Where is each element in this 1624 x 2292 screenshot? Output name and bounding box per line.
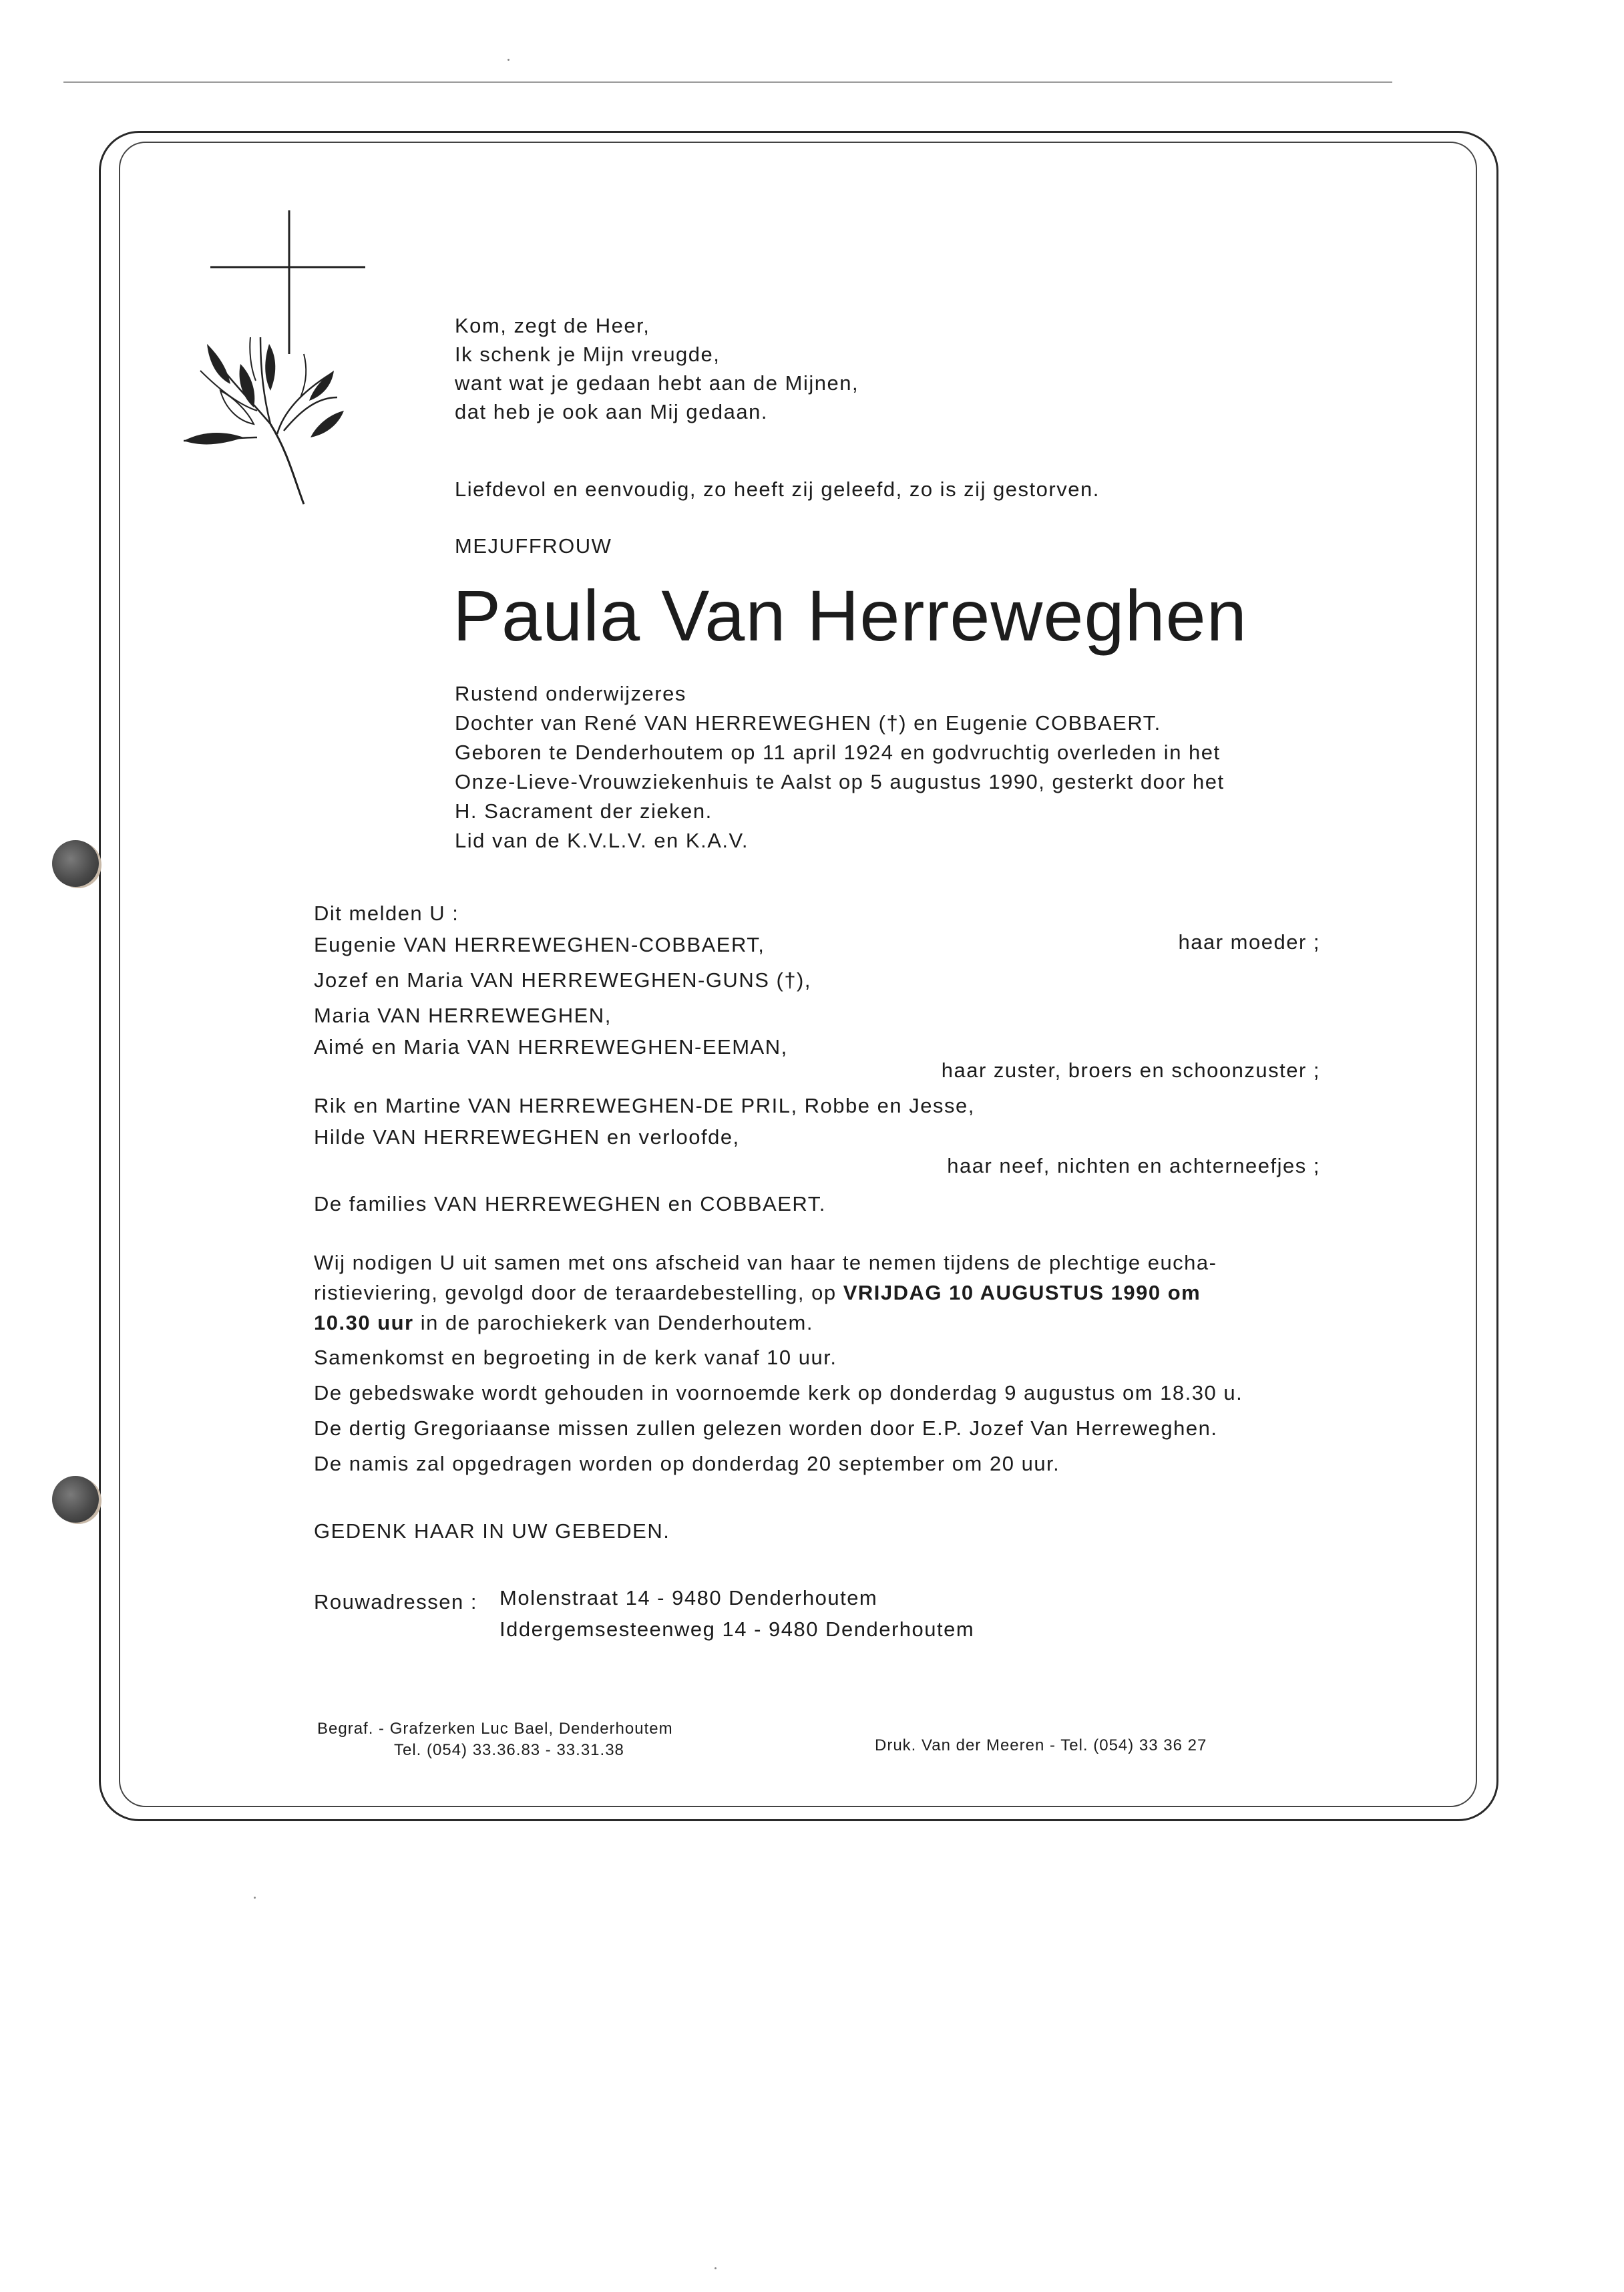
invitation-line <box>314 1279 1201 1307</box>
undertaker-line: Begraf. - Grafzerken Luc Bael, Denderhoutem <box>317 1720 673 1738</box>
speck <box>254 1897 256 1899</box>
family-name: Rik en Martine VAN HERREWEGHEN-DE PRIL, Robbe en Jesse, <box>314 1094 975 1117</box>
funeral-time: 10.30 uur <box>314 1311 414 1334</box>
verse-line: Ik schenk je Mijn vreugde, <box>455 343 721 366</box>
punch-hole-icon <box>52 1476 99 1523</box>
invitation-line <box>314 1309 813 1337</box>
invitation-text: in de parochiekerk van Denderhoutem. <box>413 1311 813 1334</box>
note-line: De dertig Gregoriaanse missen zullen gelezen worden door E.P. Jozef Van Herreweghen. <box>314 1416 1218 1440</box>
bio-line: Dochter van René VAN HERREWEGHEN (†) en Eugenie COBBAERT. <box>455 711 1161 735</box>
note-line: Samenkomst en begroeting in de kerk vanaf 10 uur. <box>314 1346 837 1369</box>
invitation-text: ristieviering, gevolgd door de teraardebestelling, op <box>314 1281 843 1304</box>
verse-line: want wat je gedaan hebt aan de Mijnen, <box>455 371 859 395</box>
family-name: Eugenie VAN HERREWEGHEN-COBBAERT, <box>314 933 765 956</box>
funeral-date: VRIJDAG 10 AUGUSTUS 1990 om <box>843 1281 1201 1304</box>
printer-line: Druk. Van der Meeren - Tel. (054) 33 36 27 <box>875 1736 1207 1754</box>
verse-line: dat heb je ook aan Mij gedaan. <box>455 400 768 423</box>
undertaker-line: Tel. (054) 33.36.83 - 33.31.38 <box>394 1741 624 1759</box>
address-line: Molenstraat 14 - 9480 Denderhoutem <box>499 1586 878 1609</box>
family-name: Aimé en Maria VAN HERREWEGHEN-EEMAN, <box>314 1035 788 1059</box>
relation-label: haar moeder ; <box>1178 930 1320 954</box>
address-line: Iddergemsesteenweg 14 - 9480 Denderhoutem <box>499 1617 975 1641</box>
note-line: De gebedswake wordt gehouden in voornoemde kerk op donderdag 9 augustus om 18.30 u. <box>314 1381 1243 1404</box>
family-name: Maria VAN HERREWEGHEN, <box>314 1004 612 1027</box>
bio-line: H. Sacrament der zieken. <box>455 799 713 823</box>
prayer-line: GEDENK HAAR IN UW GEBEDEN. <box>314 1519 670 1543</box>
note-line: De namis zal opgedragen worden op donderdag 20 september om 20 uur. <box>314 1452 1060 1475</box>
family-intro: Dit melden U : <box>314 902 459 925</box>
speck <box>715 2267 717 2269</box>
bio-line: Geboren te Denderhoutem op 11 april 1924 en godvruchtig overleden in het <box>455 741 1221 764</box>
family-name: Hilde VAN HERREWEGHEN en verloofde, <box>314 1125 740 1149</box>
speck <box>508 59 510 61</box>
verse-line: Kom, zegt de Heer, <box>455 314 650 337</box>
bio-line: Rustend onderwijzeres <box>455 682 686 705</box>
cross-with-branch-icon <box>170 210 371 511</box>
family-name: Jozef en Maria VAN HERREWEGHEN-GUNS (†), <box>314 968 811 992</box>
motto: Liefdevol en eenvoudig, zo heeft zij geleefd, zo is zij gestorven. <box>455 478 1100 501</box>
relation-label: haar neef, nichten en achterneefjes ; <box>947 1154 1320 1177</box>
bio-line: Lid van de K.V.L.V. en K.A.V. <box>455 829 749 852</box>
title: MEJUFFROUW <box>455 534 612 558</box>
bio-line: Onze-Lieve-Vrouwziekenhuis te Aalst op 5 augustus 1990, gesterkt door het <box>455 770 1225 793</box>
addresses-label: Rouwadressen : <box>314 1590 478 1613</box>
invitation-line: Wij nodigen U uit samen met ons afscheid van haar te nemen tijdens de plechtige eucha- <box>314 1251 1217 1274</box>
relation-label: haar zuster, broers en schoonzuster ; <box>941 1059 1320 1082</box>
deceased-name: Paula Van Herreweghen <box>453 575 1247 656</box>
top-rule <box>63 81 1392 83</box>
punch-hole-icon <box>52 840 99 887</box>
family-name: De families VAN HERREWEGHEN en COBBAERT. <box>314 1192 826 1215</box>
